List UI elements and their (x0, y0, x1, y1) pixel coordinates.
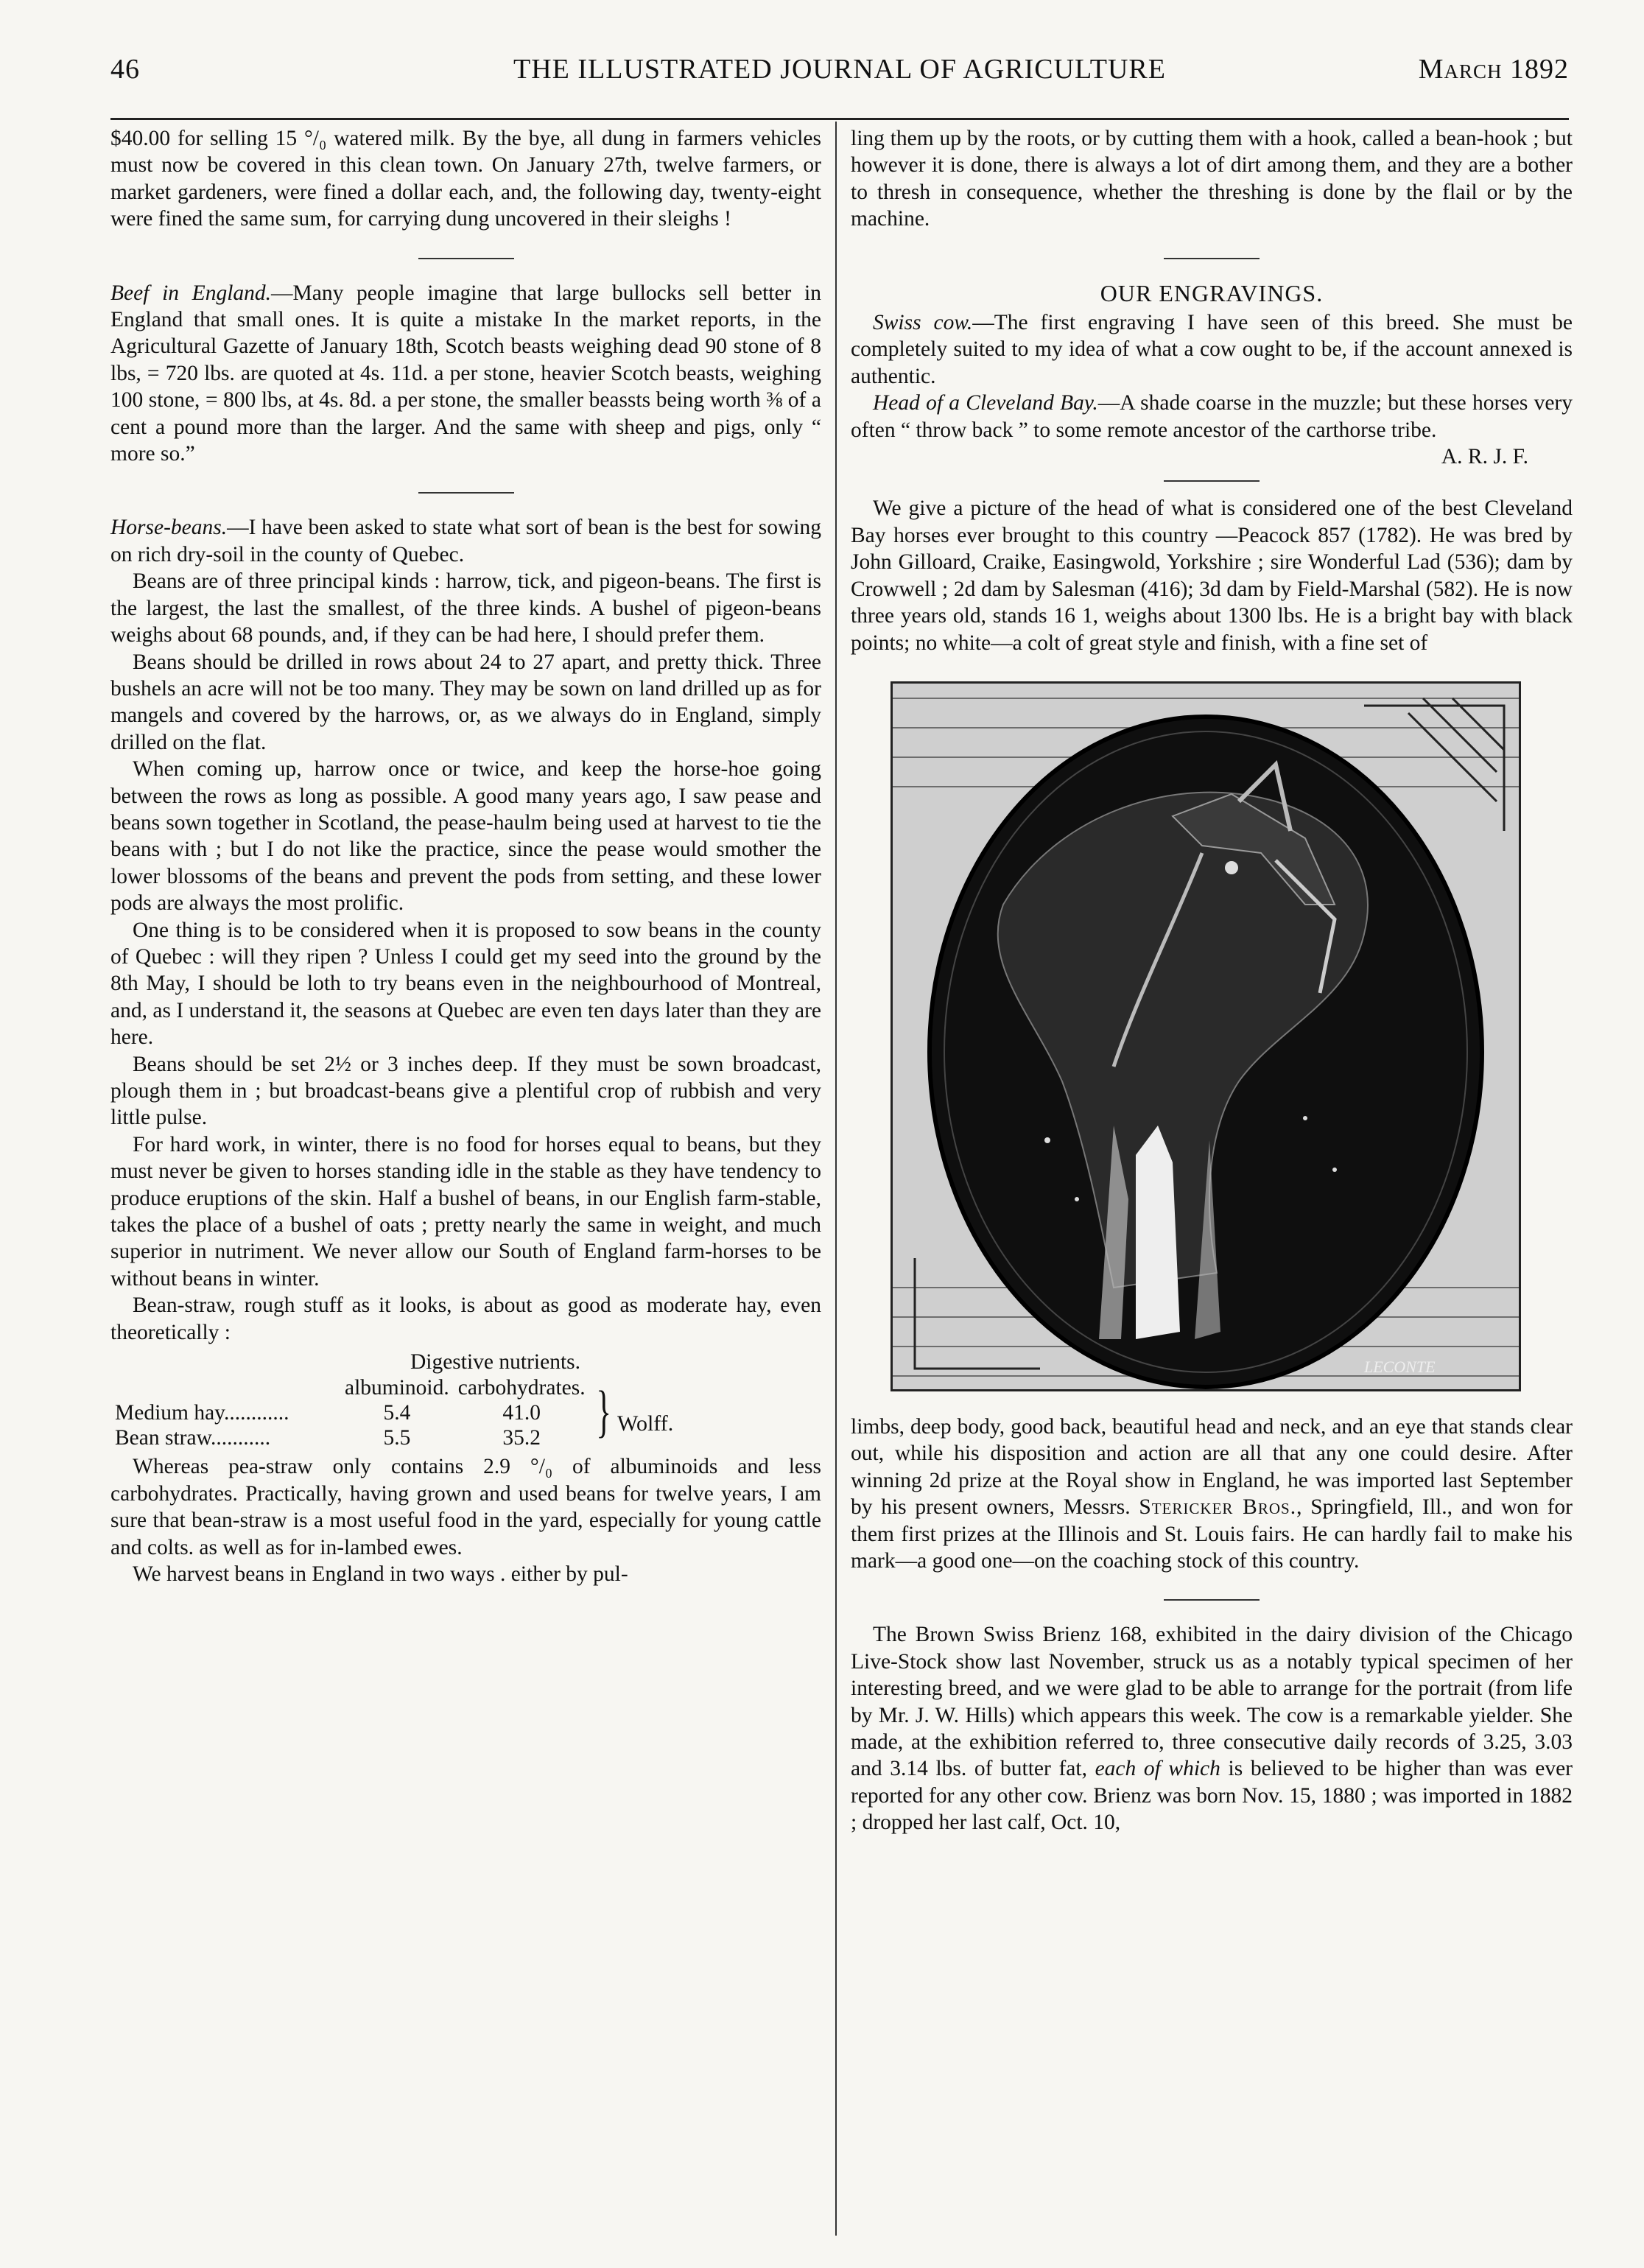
section-separator (1164, 1599, 1260, 1601)
swiss-cow-title: Swiss cow. (873, 311, 973, 335)
peacock-text-part1: limbs, deep body, good back, beautiful head and neck, and an eye that stands clear out, while his disposition and action are all that any one could desire. After winning 2d prize at the Royal show in England, he was imported last September by his present owners, Messrs. (851, 1414, 1573, 1520)
paragraph-cleveland-bay (851, 390, 1573, 443)
horse-beans-text: —I have been asked to state what sort of bean is the best for sowing on rich dry-soil in the county of Quebec. (110, 516, 821, 566)
row-albuminoid: 5.5 (383, 1426, 411, 1450)
paragraph-coming-up: When coming up, harrow once or twice, and keep the horse-hoe going between the rows as long as possible. A good many years ago, I saw pease and beans sown together in Scotland, the pease-haulm being used at harvest to tie the beans with ; but I do not like the practice, since the pease would smother the lower blossoms of the beans and prevent the pods from setting, and these lower pods are always the most prolific. (110, 757, 821, 916)
beef-text: —Many people imagine that large bullocks sell better in England that small ones. It is quite a mistake In the market reports, in the Agricultural Gazette of January 18th, Scotch beasts weighing dead 90 stone of 8 lbs, = 720 lbs. are quoted at 4s. 11d. a per stone, heavier Scotch beasts, weighing 100 stone, = 800 lbs, at 4s. 8d. a per stone, the smaller beassts being worth ⅜ of a cent a pound more than the larger. And the same with sheep and pigs, only “ more so.” (110, 281, 821, 466)
horse-head-illustration (893, 684, 1519, 1389)
nutrients-caption: Digestive nutrients. (410, 1350, 581, 1375)
paragraph-harvest-continued: ling them up by the roots, or by cutting them with a hook, called a bean-hook ; but however it is done, there is always a lot of dirt among them, and they are a bother to thresh in consequence, whether the threshing is done by the flail or by the machine. (851, 127, 1573, 231)
paragraph-horse-feed: For hard work, in winter, there is no food for horses equal to beans, but they must never be given to horses standing idle in the stable as they have tendency to produce eruptions of the skin. Half a bushel of beans, in our English farm-stable, takes the place of a bushel of oats ; pretty nearly the same in weight, and much superior in nutriment. We never allow our South of England farm-horses to be without beans in winter. (110, 1132, 821, 1291)
paragraph-brown-swiss-brienz (851, 1621, 1573, 1836)
paragraph-horse-beans (110, 514, 821, 568)
brienz-emphasis: each of which (1095, 1757, 1220, 1781)
brace-glyph: } (596, 1379, 611, 1444)
header-rule (110, 118, 1569, 120)
horse-beans-title: Horse-beans. (110, 516, 228, 540)
journal-title: THE ILLUSTRATED JOURNAL OF AGRICULTURE (513, 54, 1166, 85)
row-carbohydrates: 41.0 (502, 1401, 541, 1425)
paragraph-bean-kinds: Beans are of three principal kinds : harrow, tick, and pigeon-beans. The first is the largest, the last the smallest, of the three kinds. A bushel of pigeon-beans weighs about 68 pounds, and, if they can be had here, I should prefer them. (110, 569, 821, 647)
paragraph-sowing-depth: Beans should be set 2½ or 3 inches deep. If they must be sown broadcast, plough them in ; but broadcast-beans give a plentiful crop of rubbish and very little pulse. (110, 1052, 821, 1130)
cleveland-bay-text: —A shade coarse in the muzzle; but these horses very often “ throw back ” to some remote ancestor of the carthorse tribe. (851, 391, 1573, 442)
peacock-text-part2: , Springfield, Ill., and won for them first prizes at the Illinois and St. Louis fairs. He can hardly fail to make his mark—a good one—on the coaching stock of this country. (851, 1495, 1573, 1573)
cleveland-bay-title: Head of a Cleveland Bay. (873, 391, 1098, 415)
page-number: 46 (110, 54, 140, 85)
paragraph-ripening: One thing is to be considered when it is proposed to sow beans in the county of Quebec : will they ripen ? Unless I could get my seed into the ground by the 8th May, I should be loth to try beans even in the neighbourhood of Montreal, and, as I understand it, the seasons at Quebec are even ten days later than they are here. (110, 918, 821, 1050)
paragraph-swiss-cow (851, 309, 1573, 390)
row-carbohydrates: 35.2 (502, 1426, 541, 1450)
paragraph-drilling: Beans should be drilled in rows about 24 to 27 apart, and pretty thick. Three bushels an acre will not be too many. They may be sown on land drilled up as for mangels and covered by the harrows, or, as we always do in England, simply drilled on the flat. (110, 650, 821, 754)
right-column (851, 125, 1573, 1836)
nutrients-col-albuminoid: albuminoid. (345, 1376, 449, 1400)
paragraph-pea-straw: Whereas pea-straw only contains 2.9 °/₀ of albuminoids and less carbohydrates. Practically, having grown and used beans for twelve years, I am sure that bean-straw is a most useful food in the yard, especially for young cattle and colts. as well as for in-lambed ewes. (110, 1455, 821, 1559)
paragraph-watered-milk: $40.00 for selling 15 °/₀ watered milk. By the bye, all dung in farmers vehicles must now be covered in this clean town. On January 27th, twelve farmers, or market gardeners, were fined a dollar each, and, the following day, twenty-eight were fined the same sum, for carrying dung uncovered in their sleighs ! (110, 127, 821, 231)
swiss-cow-text: —The first engraving I have seen of this breed. She must be completely suited to my idea of what a cow ought to be, if the account annexed is authentic. (851, 311, 1573, 388)
beef-title: Beef in England. (110, 281, 272, 305)
engraving-horse-head (890, 681, 1521, 1391)
nutrients-header-row (110, 1375, 678, 1400)
paragraph-beef-in-england (110, 280, 821, 468)
page-header (110, 53, 1569, 97)
nutrients-reference: Wolff. (617, 1411, 674, 1436)
engraver-signature: LECONTE (1364, 1357, 1436, 1376)
owners-name: Stericker Bros. (1139, 1495, 1297, 1520)
row-albuminoid: 5.4 (383, 1401, 411, 1425)
section-heading-our-engravings: OUR ENGRAVINGS. (1100, 279, 1324, 306)
brienz-text-part1: The Brown Swiss Brienz 168, exhibited in the dairy division of the Chicago Live-Stock show last November, struck us as a notably typical specimen of her interesting breed, and we were glad to be able to arrange for the portrait (from life by Mr. J. W. Hills) which appears this week. The cow is a remarkable yielder. She made, at the exhibition referred to, three consecutive daily records of 3.25, 3.03 and 3.14 lbs. of butter fat, (851, 1623, 1573, 1781)
left-column (110, 125, 821, 1588)
brienz-text-part2: is believed to be higher than was ever reported for any other cow. Brienz was born Nov. 15, 1880 ; was imported in 1882 ; dropped her last calf, Oct. 10, (851, 1757, 1573, 1835)
section-separator (1164, 258, 1260, 259)
nutrients-table (110, 1375, 678, 1450)
paragraph-harvest: We harvest beans in England in two ways . either by pul- (133, 1562, 628, 1587)
paragraph-peacock-description (851, 1414, 1573, 1574)
nutrients-table-block (110, 1349, 821, 1450)
signature-row (851, 443, 1573, 470)
paragraph-peacock-pedigree: We give a picture of the head of what is considered one of the best Cleveland Bay horses ever brought to this country —Peacock 857 (1782). He was bred by John Gilloard, Craike, Easingwold, Yorkshire ; sire Wonderful Lad (536); dam by Crowwell ; 2d dam by Salesman (416); 3d dam by Field-Marshal (582). He is now three years old, stands 16 1, weighs about 1300 lbs. He is a bright bay with black points; no white—a colt of great style and finish, with a fine set of (851, 496, 1573, 655)
section-separator (418, 492, 514, 494)
author-signature: A. R. J. F. (1441, 445, 1528, 469)
row-label: Bean straw........... (115, 1426, 271, 1450)
section-separator (418, 258, 514, 259)
issue-date: March 1892 (1418, 54, 1569, 85)
column-divider (835, 122, 837, 2236)
paragraph-bean-straw: Bean-straw, rough stuff as it looks, is about as good as moderate hay, even theoretically : (110, 1293, 821, 1344)
nutrients-col-carbohydrates: carbohydrates. (457, 1376, 586, 1400)
row-label: Medium hay............ (115, 1401, 289, 1425)
section-separator (1164, 480, 1260, 482)
